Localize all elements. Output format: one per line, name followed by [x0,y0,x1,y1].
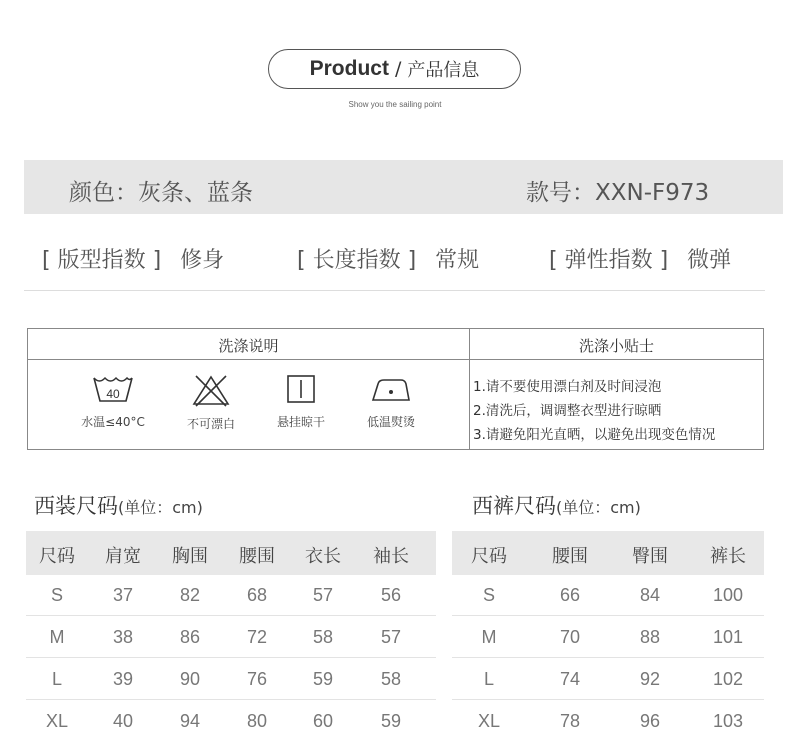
wash-instructions-box [27,328,764,450]
subtitle: Show you the sailing point [348,100,442,109]
no-bleach-icon [191,373,231,407]
pants-size-title: 西裤尺码 [472,494,556,518]
stretch-index [549,243,731,274]
pants-size-unit: (单位：cm) [556,498,641,517]
table-cell: S [482,585,495,605]
table-cell: 40 [112,711,134,731]
table-cell: 59 [312,669,334,689]
table-cell: 92 [639,669,661,689]
stretch-index-value: 微弹 [687,248,732,273]
wash-tips-title: 洗涤小贴士 [578,337,654,355]
low-iron-icon [370,373,412,405]
care-hang-dry [256,373,346,430]
table-cell: 101 [712,627,744,647]
color-band [24,160,783,214]
table-cell: 58 [312,627,334,647]
table-header-cell: 裤长 [710,546,746,567]
table-cell: 60 [312,711,334,731]
length-index-label: [ 长度指数 ] [297,248,417,273]
table-cell: 100 [712,585,744,605]
care-low-iron [346,373,436,430]
style-number: 款号：XXN-F973 [526,180,710,206]
table-header-cell: 衣长 [305,546,341,567]
suit-size-heading [34,490,203,520]
table-row-divider [452,615,764,616]
care-label-iron: 低温熨烫 [366,415,415,429]
table-cell: XL [45,711,69,731]
table-cell: M [49,627,65,647]
table-cell: 90 [179,669,201,689]
table-cell: 72 [246,627,268,647]
table-header-cell: 尺码 [39,546,75,567]
care-label-bleach: 不可漂白 [186,417,235,431]
table-cell: 82 [179,585,201,605]
table-cell: 80 [246,711,268,731]
wash-tip-2: 2.清洗后，调调整衣型进行晾晒 [473,403,662,419]
wash-tip-3: 3.请避免阳光直晒，以避免出现变色情况 [473,427,716,443]
table-cell: 59 [380,711,402,731]
pants-size-table [452,531,764,744]
care-no-bleach [166,373,256,432]
table-cell: 56 [380,585,402,605]
table-cell: S [50,585,63,605]
divider [24,290,765,291]
care-label-hang: 悬挂晾干 [276,415,325,429]
table-cell: 68 [246,585,268,605]
table-cell: 78 [559,711,581,731]
fit-index-label: [ 版型指数 ] [42,248,162,273]
table-cell: 103 [712,711,744,731]
length-index [297,243,479,274]
table-row-divider [452,699,764,700]
table-header-cell: 腰围 [239,546,275,567]
title-en: Product [309,57,389,80]
table-header-cell: 臀围 [632,546,668,567]
table-cell: 37 [112,585,134,605]
fit-index [42,243,224,274]
wash-title: 洗涤说明 [218,337,279,355]
table-cell: 57 [380,627,402,647]
wash-divider-horizontal [28,359,763,360]
stretch-index-label: [ 弹性指数 ] [549,248,669,273]
table-cell: 94 [179,711,201,731]
care-label-wash: 水温≤40°C [81,415,145,429]
color-label: 颜色：灰条、蓝条 [69,180,253,206]
wash-40-icon [91,373,135,405]
table-cell: L [483,669,494,689]
table-cell: 66 [559,585,581,605]
length-index-value: 常规 [435,248,480,273]
table-cell: 88 [639,627,661,647]
table-row-divider [26,657,436,658]
hang-dry-icon [284,373,318,405]
table-cell: L [51,669,62,689]
table-cell: 76 [246,669,268,689]
table-row-divider [26,699,436,700]
table-cell: 102 [712,669,744,689]
title-separator: / [394,58,402,80]
table-cell: 74 [559,669,581,689]
table-cell: M [481,627,497,647]
table-header-cell: 腰围 [552,546,588,567]
table-header-cell: 袖长 [373,546,409,567]
table-header-cell: 胸围 [172,546,208,567]
suit-size-unit: (单位：cm) [118,498,203,517]
suit-size-table [26,531,436,744]
table-cell: 39 [112,669,134,689]
table-row-divider [26,615,436,616]
table-cell: 58 [380,669,402,689]
suit-size-title: 西装尺码 [34,494,118,518]
table-row-divider [452,657,764,658]
title-cn: 产品信息 [407,60,480,81]
table-cell: 57 [312,585,334,605]
table-cell: 96 [639,711,661,731]
table-header-cell: 肩宽 [105,546,141,567]
care-wash-40 [68,373,158,430]
table-cell: 38 [112,627,134,647]
fit-index-value: 修身 [180,248,225,273]
table-cell: 86 [179,627,201,647]
table-cell: XL [477,711,501,731]
table-header-cell: 尺码 [471,546,507,567]
table-cell: 70 [559,627,581,647]
pants-size-heading [472,490,641,520]
table-cell: 84 [639,585,661,605]
wash-temp-badge: 40 [106,387,120,401]
wash-tip-1: 1.请不要使用漂白剂及时间浸泡 [473,379,662,395]
product-title-pill [268,49,521,89]
